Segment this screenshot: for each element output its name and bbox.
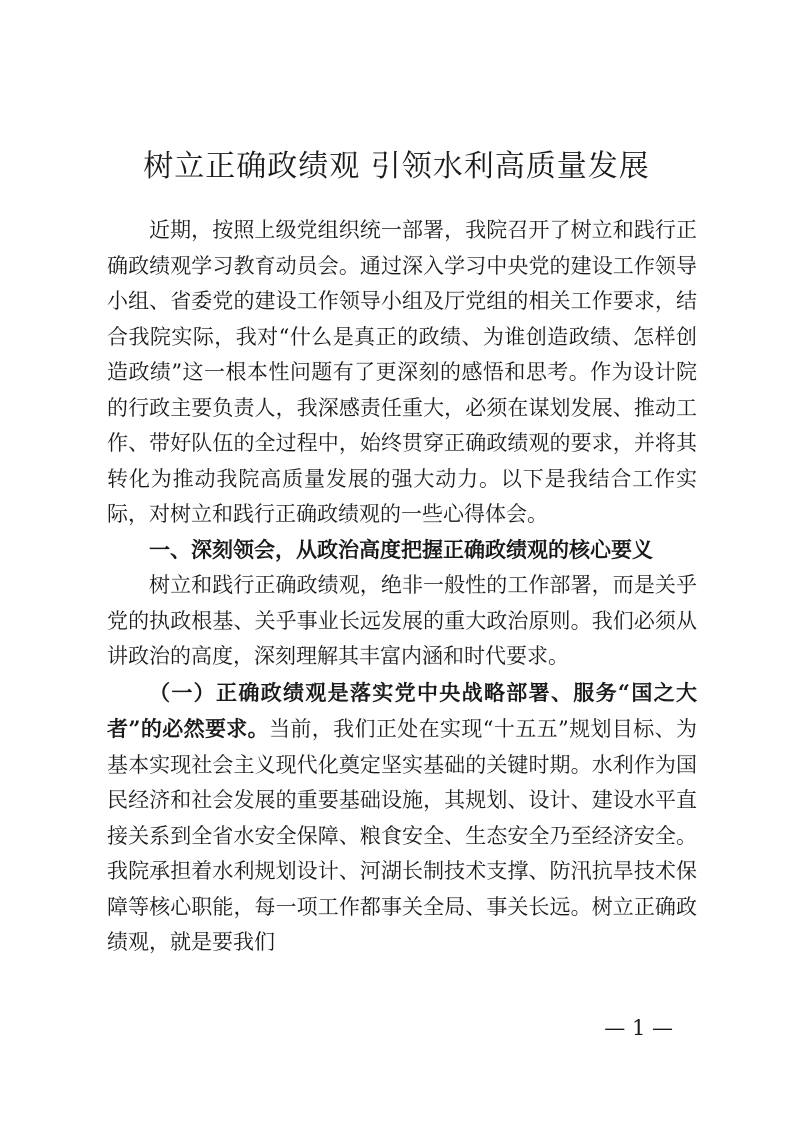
subsection-paragraph bbox=[107, 675, 697, 961]
intro-paragraph: 近期，按照上级党组织统一部署，我院召开了树立和践行正确政绩观学习教育动员会。通过深入学习中央党的建设工作领导小组、省委党的建设工作领导小组及厅党组的相关工作要求，结合我院实际，我对“什么是真正的政绩、为谁创造政绩、怎样创造政绩”这一根本性问题有了更深刻的感悟和思考。作为设计院的行政主要负责人，我深感责任重大，必须在谋划发展、推动工作、带好队伍的全过程中，始终贯穿正确政绩观的要求，并将其转化为推动我院高质量发展的强大动力。以下是我结合工作实际，对树立和践行正确政绩观的一些心得体会。 bbox=[107, 218, 697, 526]
section-paragraph: 树立和践行正确政绩观，绝非一般性的工作部署，而是关乎党的执政根基、关乎事业长远发展的重大政治原则。我们必须从讲政治的高度，深刻理解其丰富内涵和时代要求。 bbox=[107, 573, 697, 668]
section-heading: 一、深刻领会，从政治高度把握正确政绩观的核心要义 bbox=[149, 537, 653, 562]
page-number: — 1 — bbox=[604, 1016, 673, 1040]
document-body bbox=[107, 213, 697, 961]
subsection-text: 当前，我们正处在实现“十五五”规划目标、为基本实现社会主义现代化奠定坚实基础的关键时期。水利作为国民经济和社会发展的重要基础设施，其规划、设计、建设水平直接关系到全省水安全保障、粮食安全、生态安全乃至经济安全。我院承担着水利规划设计、河湖长制技术支撑、防汛抗旱技术保障等核心职能，每一项工作都事关全局、事关长远。树立正确政绩观，就是要我们 bbox=[107, 717, 697, 954]
document-title: 树立正确政绩观 引领水利高质量发展 bbox=[143, 149, 650, 184]
subsection-heading: （一）正确政绩观是落实党中央战略部署、服务“国之大者”的必然要求。 bbox=[107, 679, 697, 741]
